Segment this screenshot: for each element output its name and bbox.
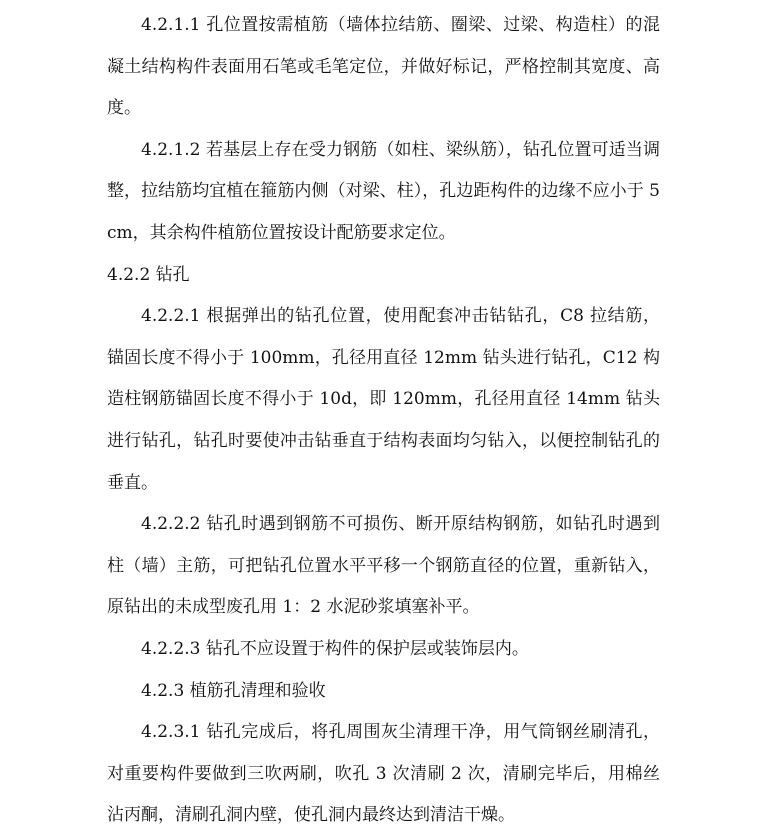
paragraph-4-2-3-1: 4.2.3.1 钻孔完成后，将孔周围灰尘清理干净，用气筒钢丝刷清孔，对重要构件要做到三吹两刷，吹孔 3 次清刷 2 次，清刷完毕后，用棉丝沾丙酮，清刷孔洞内壁，使孔洞内最终达到清洁干燥。 — [107, 722, 660, 826]
paragraph-4-2-2-3: 4.2.2.3 钻孔不应设置于构件的保护层或装饰层内。 — [141, 638, 529, 659]
paragraph-4-2-1-2: 4.2.1.2 若基层上存在受力钢筋（如柱、梁纵筋），钻孔位置可适当调整，拉结筋均宜植在箍筋内侧（对梁、柱），孔边距构件的边缘不应小于 5cm，其余构件植筋位置按设计配筋要求定位。 — [107, 139, 660, 243]
section-heading-4-2-2: 4.2.2 钻孔 — [107, 264, 190, 285]
paragraph-4-2-2-1: 4.2.2.1 根据弹出的钻孔位置，使用配套冲击钻钻孔，C8 拉结筋，锚固长度不得小于 100mm，孔径用直径 12mm 钻头进行钻孔，C12 构造柱钢筋锚固长度不得小于 10d，即 120mm，孔径用直径 14mm 钻头进行钻孔，钻孔时要使冲击钻垂直于结构表面均匀钻入，以便控制钻孔的垂直。 — [107, 306, 660, 493]
paragraph-4-2-1-1: 4.2.1.1 孔位置按需植筋（墙体拉结筋、圈梁、过梁、构造柱）的混凝土结构构件表面用石笔或毛笔定位，并做好标记，严格控制其宽度、高度。 — [107, 15, 660, 119]
section-heading-4-2-3: 4.2.3 植筋孔清理和验收 — [141, 680, 326, 701]
paragraph-4-2-2-2: 4.2.2.2 钻孔时遇到钢筋不可损伤、断开原结构钢筋，如钻孔时遇到柱（墙）主筋，可把钻孔位置水平平移一个钢筋直径的位置，重新钻入，原钻出的未成型废孔用 1：2 水泥砂浆填塞补平。 — [107, 514, 660, 618]
